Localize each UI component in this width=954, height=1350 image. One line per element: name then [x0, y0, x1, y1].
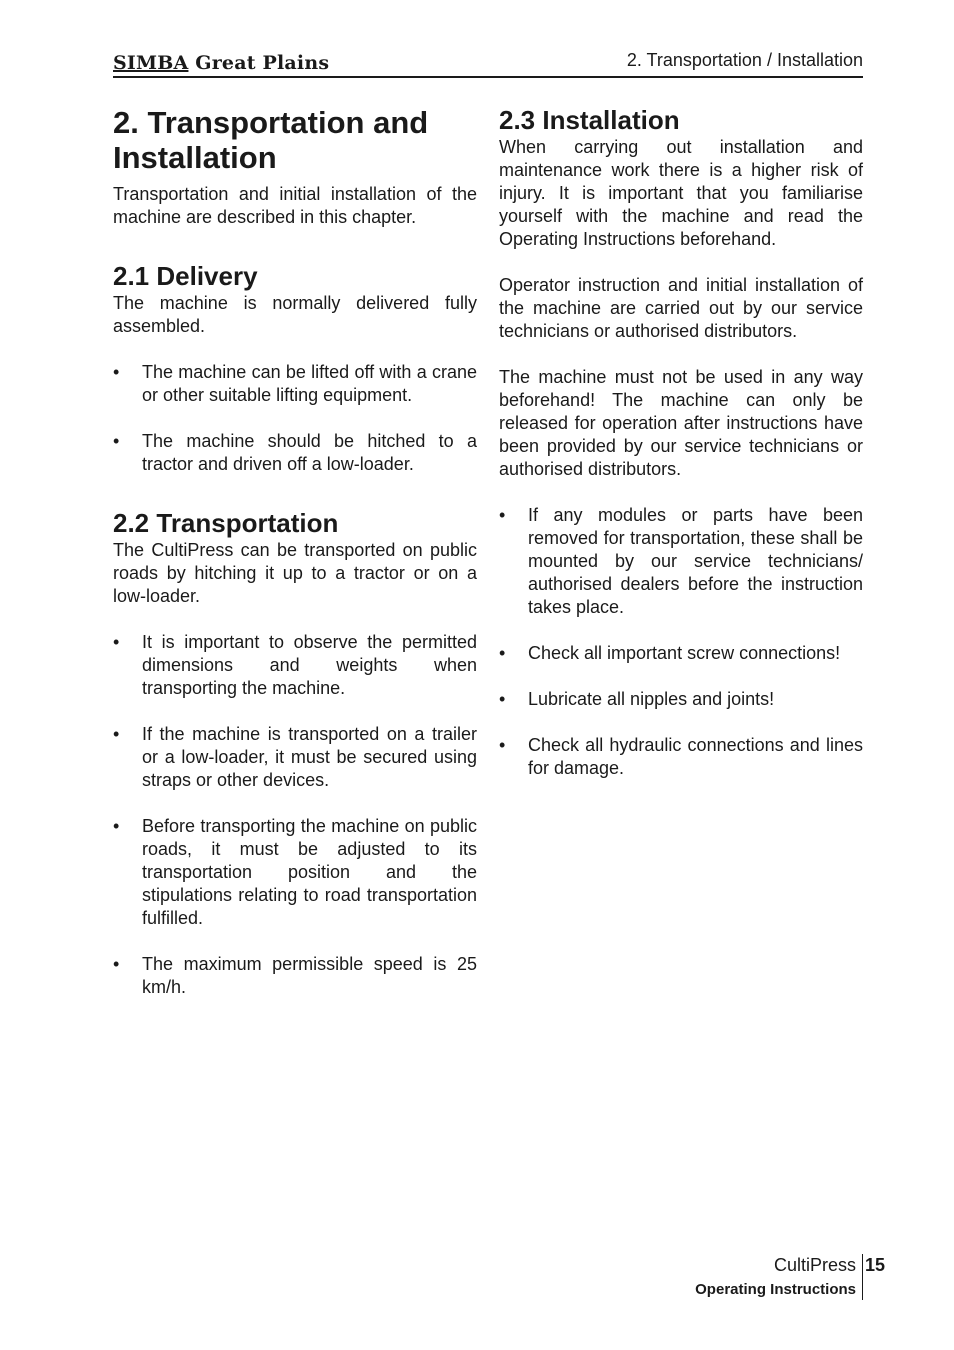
section-heading-delivery: 2.1 Delivery — [113, 261, 258, 291]
list-item: • If any modules or parts have been removed for transportation, these shall be mounted by our service technicians/ authorised dealers before the instruction takes place. — [499, 505, 863, 617]
page-footer — [640, 1254, 863, 1300]
left-column — [113, 105, 477, 999]
transportation-bullet-list — [113, 631, 477, 999]
brand-simba: SIMBA — [113, 52, 189, 74]
list-item: • Before transporting the machine on public roads, it must be adjusted to its transportation position and the stipulations relating to road transportation fulfilled. — [113, 816, 477, 928]
delivery-text: The machine is normally delivered fully assembled. — [113, 293, 477, 336]
page-number: 15 — [865, 1255, 886, 1275]
chapter-title-line2: Installation — [113, 140, 277, 175]
list-item: • Check all hydraulic connections and lines for damage. — [499, 735, 863, 778]
list-item: • Lubricate all nipples and joints! — [499, 689, 775, 709]
section-heading-transportation: 2.2 Transportation — [113, 508, 339, 538]
installation-paragraph: Operator instruction and initial installation of the machine are carried out by our service technicians or authorised distributors. — [499, 275, 863, 341]
right-column — [499, 105, 863, 780]
footer-subtitle: Operating Instructions — [695, 1281, 856, 1298]
section-heading-installation: 2.3 Installation — [499, 105, 680, 135]
footer-product-name: CultiPress — [773, 1255, 856, 1275]
installation-paragraph: The machine must not be used in any way beforehand! The machine can only be released for operation after instructions have been provided by our service technicians or authorised distributors. — [499, 367, 863, 479]
brand-logo — [113, 52, 329, 74]
brand-great-plains: Great Plains — [188, 52, 330, 74]
chapter-intro: Transportation and initial installation of the machine are described in this chapter. — [113, 184, 477, 227]
chapter-title — [113, 105, 477, 175]
running-header-section: 2. Transportation / Installation — [626, 50, 863, 70]
chapter-title-line1: 2. Transportation and — [113, 105, 429, 140]
list-item: • It is important to observe the permitted dimensions and weights when transporting the machine. — [113, 632, 477, 698]
page-header — [113, 48, 863, 78]
list-item: • Check all important screw connections! — [499, 643, 841, 663]
delivery-bullet-list — [113, 361, 477, 476]
list-item: • The machine should be hitched to a tractor and driven off a low-loader. — [113, 431, 477, 474]
list-item: • The maximum permissible speed is 25 km/h. — [113, 954, 477, 997]
list-item: • If the machine is transported on a trailer or a low-loader, it must be secured using straps or other devices. — [113, 724, 477, 790]
installation-paragraph: When carrying out installation and maintenance work there is a higher risk of injury. It is important that you familiarise yourself with the machine and read the Operating Instructions beforehand. — [499, 137, 863, 249]
installation-bullet-list — [499, 504, 863, 780]
list-item: • The machine can be lifted off with a crane or other suitable lifting equipment. — [113, 362, 477, 405]
transportation-text: The CultiPress can be transported on public roads by hitching it up to a tractor or on a low-loader. — [113, 540, 477, 606]
